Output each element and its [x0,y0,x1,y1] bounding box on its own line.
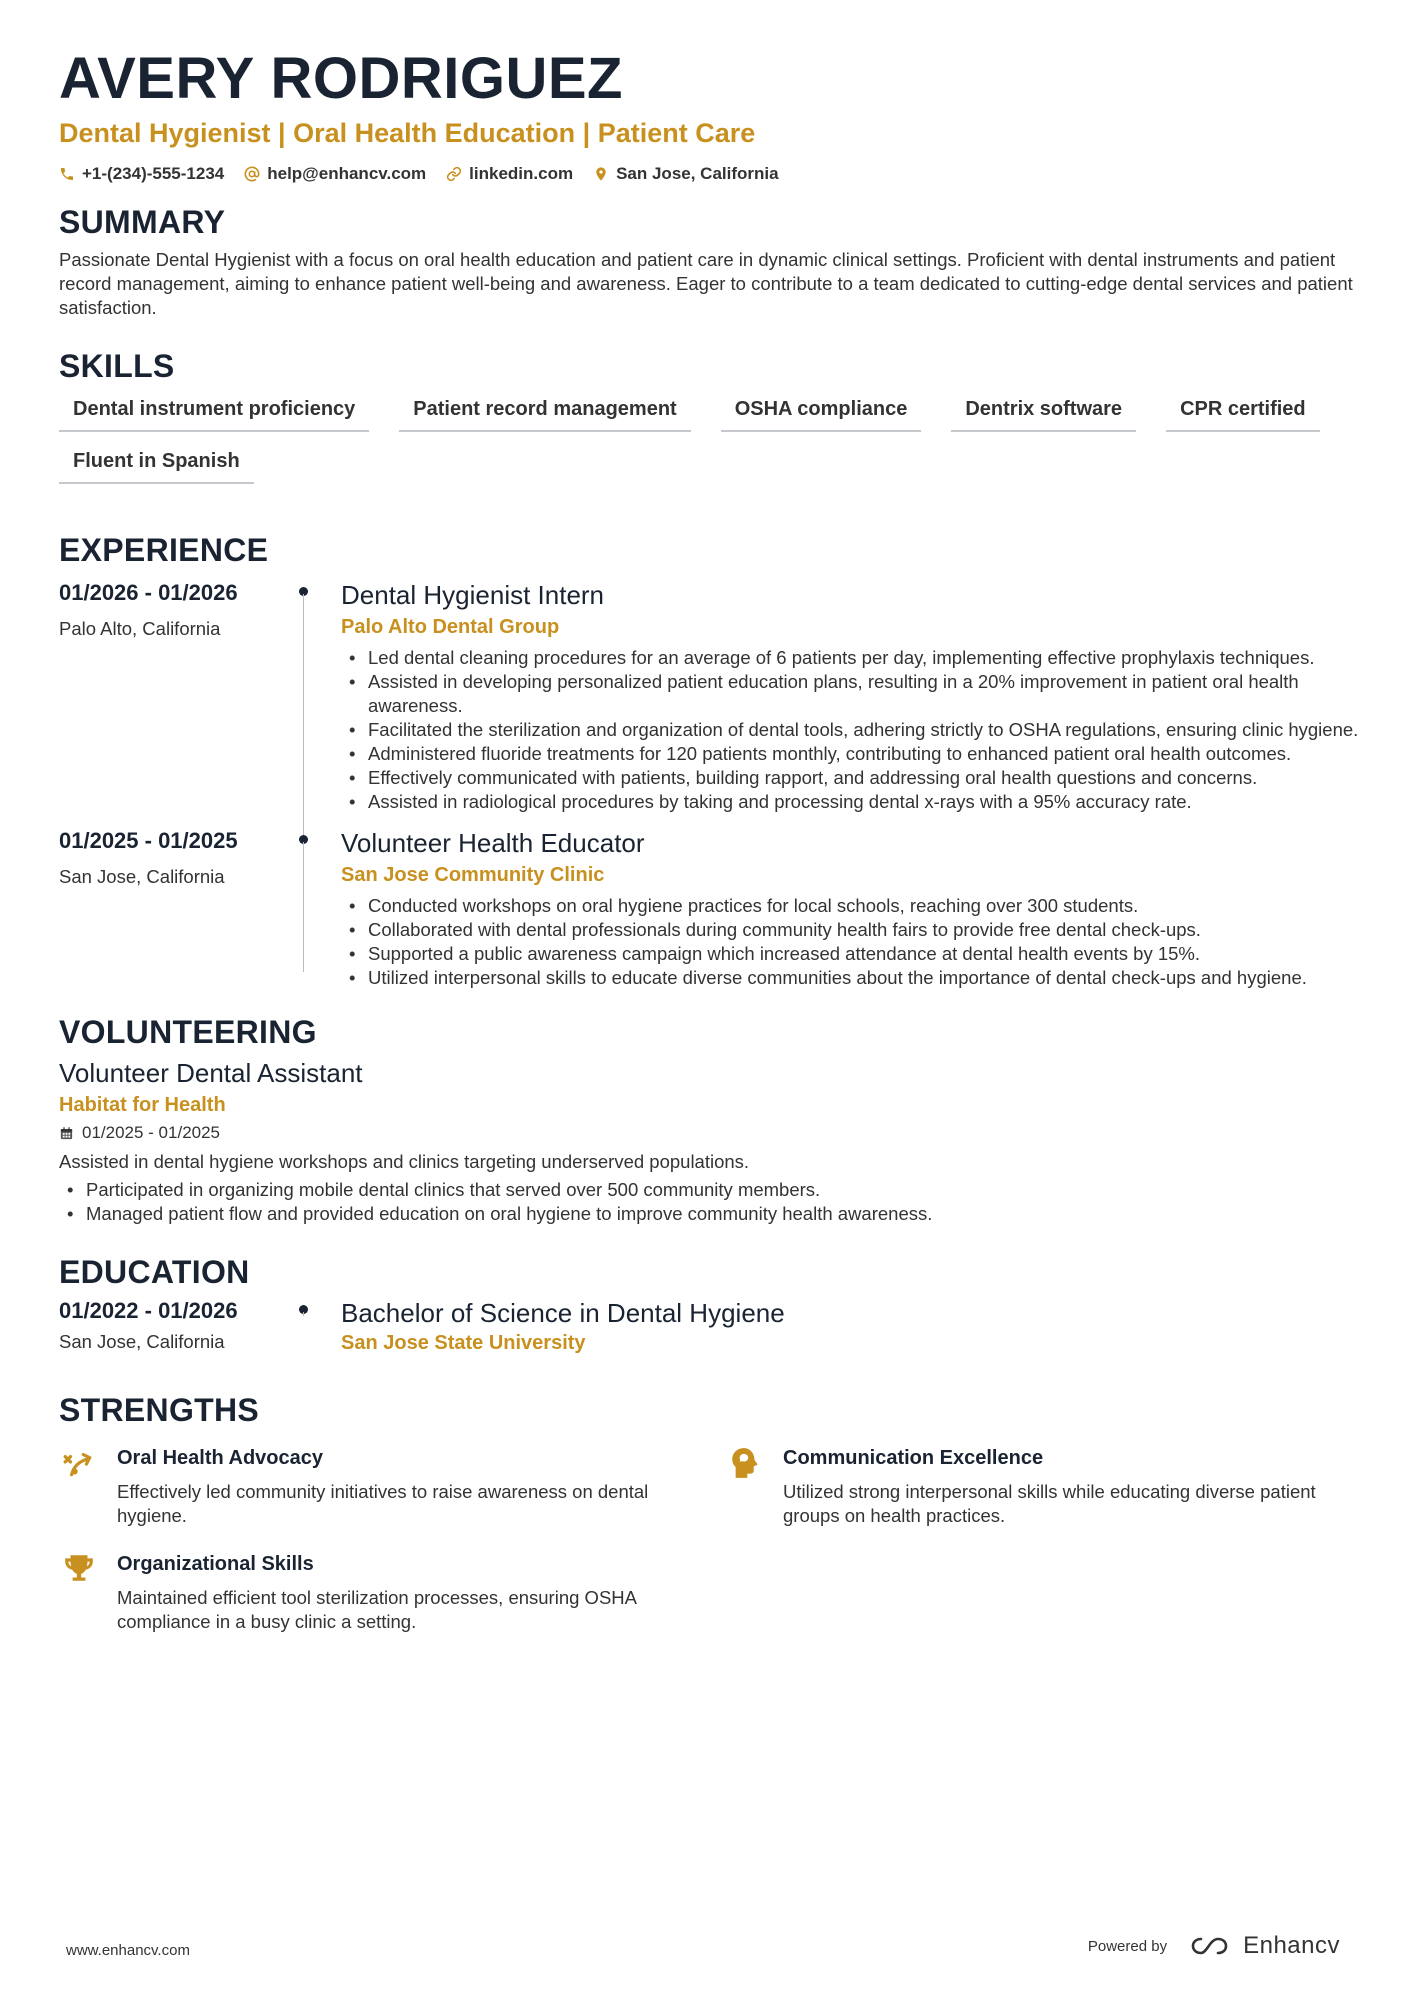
timeline-line [303,1312,304,1316]
skill-tag: OSHA compliance [721,396,922,432]
volunteering-title: VOLUNTEERING [59,1014,317,1050]
volunteer-bullets [59,1178,1359,1226]
strength-content [117,1444,677,1528]
resume-header [59,44,1359,184]
job-company: Palo Alto Dental Group [341,616,560,638]
strength-description: Utilized strong interpersonal skills while educating diverse patient groups on health practices. [783,1481,1316,1526]
strength-item [59,1550,725,1634]
strength-description: Maintained efficient tool sterilization processes, ensuring OSHA compliance in a busy clinic a setting. [117,1587,636,1632]
strengths-title: STRENGTHS [59,1392,260,1428]
summary-section [59,202,1359,320]
location-pin-icon [593,166,609,182]
bullet-item: • Utilized interpersonal skills to educate diverse communities about the importance of dental check-ups and hygiene. [341,966,1359,990]
skill-tag: Dentrix software [951,396,1136,432]
contact-phone[interactable] [59,164,224,184]
skill-tag: Dental instrument proficiency [59,396,369,432]
bullet-item: • Led dental cleaning procedures for an average of 6 patients per day, implementing effective prophylaxis techniques. [341,646,1359,670]
volunteer-dates-text: 01/2025 - 01/2025 [82,1123,221,1142]
calendar-icon [59,1126,74,1141]
timeline [299,578,341,814]
job-company: San Jose Community Clinic [341,864,605,886]
volunteer-description: Assisted in dental hygiene workshops and clinics targeting underserved populations. [59,1151,750,1172]
contact-bar [59,164,1359,184]
bullet-item: • Managed patient flow and provided education on oral hygiene to improve community health awareness. [59,1202,1359,1226]
brand-name: Enhancv [1243,1932,1340,1959]
education-degree: Bachelor of Science in Dental Hygiene [341,1298,785,1328]
volunteer-org: Habitat for Health [59,1094,226,1116]
job-entry [59,578,1359,814]
bullet-item: • Assisted in radiological procedures by taking and processing dental x-rays with a 95% accuracy rate. [341,790,1359,814]
strength-grid [59,1444,1359,1634]
strength-description: Effectively led community initiatives to raise awareness on dental hygiene. [117,1481,649,1526]
bullet-item: • Assisted in developing personalized patient education plans, resulting in a 20% improvement in patient oral health awareness. [341,670,1359,718]
contact-location [593,164,779,184]
strength-content [783,1444,1343,1528]
job-meta [59,578,299,814]
volunteer-dates [59,1122,1359,1144]
skill-tag: CPR certified [1166,396,1320,432]
bullet-item: • Participated in organizing mobile dental clinics that served over 500 community members. [59,1178,1359,1202]
resume-page [59,44,1359,1634]
footer-branding [1088,1932,1340,1960]
location-text: San Jose, California [616,164,779,183]
candidate-name: AVERY RODRIGUEZ [59,46,623,111]
contact-email[interactable] [244,164,426,184]
bullet-item: • Supported a public awareness campaign which increased attendance at dental health events by 15%. [341,942,1359,966]
phone-text: +1-(234)-555-1234 [82,164,225,183]
skills-title: SKILLS [59,348,175,384]
job-title: Volunteer Health Educator [341,828,645,858]
education-title: EDUCATION [59,1254,250,1290]
timeline [299,826,341,990]
link-icon [446,166,462,182]
summary-title: SUMMARY [59,204,226,240]
job-title: Dental Hygienist Intern [341,580,605,610]
timeline [299,1296,341,1356]
skills-section [59,346,1359,484]
contact-linkedin[interactable] [446,164,573,184]
education-details [341,1296,1359,1356]
enhancv-logo[interactable] [1189,1932,1340,1960]
bullet-item: • Conducted workshops on oral hygiene practices for local schools, reaching over 300 students. [341,894,1359,918]
strength-content [117,1550,677,1634]
bullet-item: • Collaborated with dental professionals during community health fairs to provide free dental check-ups. [341,918,1359,942]
experience-title: EXPERIENCE [59,532,269,568]
education-location: San Jose, California [59,1331,225,1352]
job-meta [59,826,299,990]
job-entry [59,826,1359,990]
footer-website[interactable]: www.enhancv.com [66,1942,190,1959]
infinity-logo-icon [1189,1934,1235,1958]
strength-title: Oral Health Advocacy [117,1447,324,1469]
bullet-item: • Effectively communicated with patients, building rapport, and addressing oral health questions and concerns. [341,766,1359,790]
volunteer-role: Volunteer Dental Assistant [59,1058,363,1088]
education-entry [59,1296,1359,1356]
skill-list [59,396,1359,484]
volunteering-section [59,1012,1359,1226]
job-location: San Jose, California [59,866,225,887]
skill-tag: Fluent in Spanish [59,448,254,484]
strength-title: Organizational Skills [117,1553,314,1575]
trophy-icon [59,1550,99,1590]
bullet-item: • Facilitated the sterilization and organization of dental tools, adhering strictly to OSHA regulations, ensuring clinic hygiene. [341,718,1359,742]
head-speaking-icon [725,1444,765,1484]
strategy-icon [59,1444,99,1484]
job-dates: 01/2026 - 01/2026 [59,580,238,605]
education-section [59,1252,1359,1356]
job-bullets [341,894,1359,990]
job-details [341,578,1359,814]
education-school: San Jose State University [341,1332,586,1354]
candidate-headline: Dental Hygienist | Oral Health Education | Patient Care [59,118,756,148]
education-meta [59,1296,299,1356]
linkedin-text: linkedin.com [469,164,574,183]
job-details [341,826,1359,990]
strength-item [725,1444,1345,1528]
experience-section [59,530,1359,990]
strength-item [59,1444,725,1528]
phone-icon [59,166,75,182]
job-location: Palo Alto, California [59,618,221,639]
powered-by-text: Powered by [1087,1937,1168,1955]
job-dates: 01/2025 - 01/2025 [59,828,238,853]
skill-tag: Patient record management [399,396,690,432]
education-dates: 01/2022 - 01/2026 [59,1298,238,1323]
job-bullets [341,646,1359,814]
strength-title: Communication Excellence [783,1447,1044,1469]
summary-text: Passionate Dental Hygienist with a focus on oral health education and patient care in dynamic clinical settings. Proficient with dental instruments and patient record management, aiming to enhance patient well-being and awareness. Eager to contribute to a team dedicated to cutting-edge dental services and patient satisfaction. [59,249,1353,318]
timeline-line [303,842,304,972]
strengths-section [59,1390,1359,1634]
bullet-item: • Administered fluoride treatments for 120 patients monthly, contributing to enhanced patient oral health outcomes. [341,742,1359,766]
email-text: help@enhancv.com [267,164,427,183]
at-sign-icon [244,166,260,182]
